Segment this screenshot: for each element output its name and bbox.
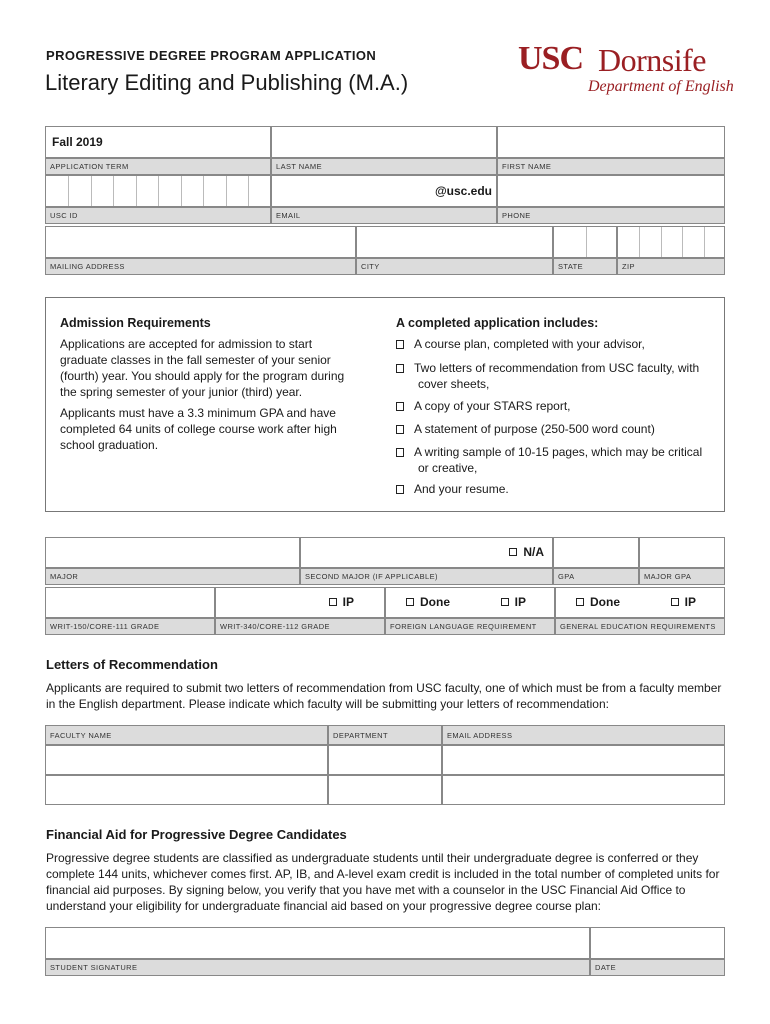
checklist-item[interactable]: A course plan, completed with your advisor, [396, 336, 716, 352]
department-header: DEPARTMENT [328, 725, 442, 745]
foreign-ip-option[interactable]: IP [501, 595, 526, 609]
state-label: STATE [553, 258, 617, 275]
department-input[interactable] [328, 775, 442, 805]
usc-id-label: USC ID [45, 207, 271, 224]
major-gpa-field[interactable] [639, 537, 725, 568]
checklist-item[interactable]: A statement of purpose (250-500 word count) [396, 421, 716, 437]
logo-department: Department of English [588, 78, 734, 95]
zip-label: ZIP [617, 258, 725, 275]
checkbox-icon [329, 598, 337, 606]
checkbox-icon [576, 598, 584, 606]
mailing-address-field[interactable] [45, 226, 356, 258]
city-label: CITY [356, 258, 553, 275]
faculty-name-input[interactable] [45, 775, 328, 805]
zip-field[interactable] [617, 226, 725, 258]
includes-heading: A completed application includes: [396, 316, 599, 330]
writ150-grade-field[interactable] [45, 587, 215, 618]
first-name-field[interactable] [497, 126, 725, 158]
term-field[interactable] [45, 126, 271, 158]
second-major-field[interactable] [300, 537, 553, 568]
admission-paragraph-1: Applications are accepted for admission to start graduate classes in the fall semester of your senior (fourth) year. You should apply for the program during the spring semester of your junior (third) year. [60, 337, 345, 399]
checkbox-icon [396, 448, 404, 457]
department-input[interactable] [328, 745, 442, 775]
major-gpa-label: MAJOR GPA [639, 568, 725, 585]
phone-label: PHONE [497, 207, 725, 224]
ge-requirements-field[interactable] [555, 587, 725, 618]
second-major-label: SECOND MAJOR (IF APPLICABLE) [300, 568, 553, 585]
student-signature-label: STUDENT SIGNATURE [45, 959, 590, 976]
na-option[interactable]: N/A [509, 545, 544, 559]
checklist-item[interactable]: Two letters of recommendation from USC faculty, with cover sheets, [396, 360, 716, 392]
last-name-label: LAST NAME [271, 158, 497, 175]
email-address-header: EMAIL ADDRESS [442, 725, 725, 745]
checklist-item[interactable]: And your resume. [396, 481, 716, 497]
state-field[interactable] [553, 226, 617, 258]
major-label: MAJOR [45, 568, 300, 585]
checkbox-icon [396, 364, 404, 373]
checkbox-icon [396, 340, 404, 349]
checklist-item[interactable]: A copy of your STARS report, [396, 398, 716, 414]
date-field[interactable] [590, 927, 725, 959]
city-field[interactable] [356, 226, 553, 258]
checkbox-icon [396, 485, 404, 494]
ge-done-option[interactable]: Done [576, 595, 620, 609]
gpa-field[interactable] [553, 537, 639, 568]
usc-id-field[interactable] [45, 175, 271, 207]
admission-heading: Admission Requirements [60, 316, 211, 330]
financial-aid-text: Progressive degree students are classified as undergraduate students until their undergraduate degree is conferred or they complete 144 units, whichever comes first. AP, IB, and A-level exam credit is included in the total number of completed units for financial aid purposes. By signing below, you verify that you have met with a counselor in the USC Financial Aid Office to understand your eligibility for undergraduate financial aid based on your progressive degree course plan: [46, 851, 720, 913]
form-kicker: PROGRESSIVE DEGREE PROGRAM APPLICATION [46, 48, 377, 63]
email-address-input[interactable] [442, 745, 725, 775]
date-label: DATE [590, 959, 725, 976]
ge-requirements-label: GENERAL EDUCATION REQUIREMENTS [555, 618, 725, 635]
foreign-language-label: FOREIGN LANGUAGE REQUIREMENT [385, 618, 555, 635]
major-field[interactable] [45, 537, 300, 568]
admission-requirements-box [45, 297, 725, 512]
checkbox-icon [671, 598, 679, 606]
writ340-grade-field[interactable] [215, 587, 385, 618]
foreign-done-option[interactable]: Done [406, 595, 450, 609]
term-label: APPLICATION TERM [45, 158, 271, 175]
checklist-item[interactable]: A writing sample of 10-15 pages, which may be critical or creative, [396, 444, 716, 476]
email-label: EMAIL [271, 207, 497, 224]
email-address-input[interactable] [442, 775, 725, 805]
ge-ip-option[interactable]: IP [671, 595, 696, 609]
writ340-label: WRIT-340/CORE-112 GRADE [215, 618, 385, 635]
letters-text: Applicants are required to submit two letters of recommendation from USC faculty, one of which must be from a faculty member in the English department. Please indicate which faculty will be submitting your letters of recommendation: [46, 681, 722, 711]
financial-aid-heading: Financial Aid for Progressive Degree Candidates [46, 827, 347, 842]
email-field[interactable] [271, 175, 497, 207]
term-value: Fall 2019 [52, 135, 103, 149]
logo-usc: USC [518, 40, 584, 77]
page-title: Literary Editing and Publishing (M.A.) [45, 70, 409, 95]
faculty-name-input[interactable] [45, 745, 328, 775]
checkbox-icon [509, 548, 517, 556]
mailing-address-label: MAILING ADDRESS [45, 258, 356, 275]
gpa-label: GPA [553, 568, 639, 585]
checkbox-icon [396, 402, 404, 411]
letters-heading: Letters of Recommendation [46, 657, 218, 672]
faculty-name-header: FACULTY NAME [45, 725, 328, 745]
checkbox-icon [396, 425, 404, 434]
email-suffix: @usc.edu [434, 184, 492, 198]
writ150-label: WRIT-150/CORE-111 GRADE [45, 618, 215, 635]
checkbox-icon [406, 598, 414, 606]
last-name-field[interactable] [271, 126, 497, 158]
phone-field[interactable] [497, 175, 725, 207]
foreign-language-field[interactable] [385, 587, 555, 618]
admission-paragraph-2: Applicants must have a 3.3 minimum GPA and have completed 64 units of college course work after high school graduation. [60, 406, 337, 452]
student-signature-field[interactable] [45, 927, 590, 959]
checkbox-icon [501, 598, 509, 606]
logo-dornsife: Dornsife [598, 42, 706, 78]
first-name-label: FIRST NAME [497, 158, 725, 175]
writ340-ip-option[interactable]: IP [329, 595, 354, 609]
